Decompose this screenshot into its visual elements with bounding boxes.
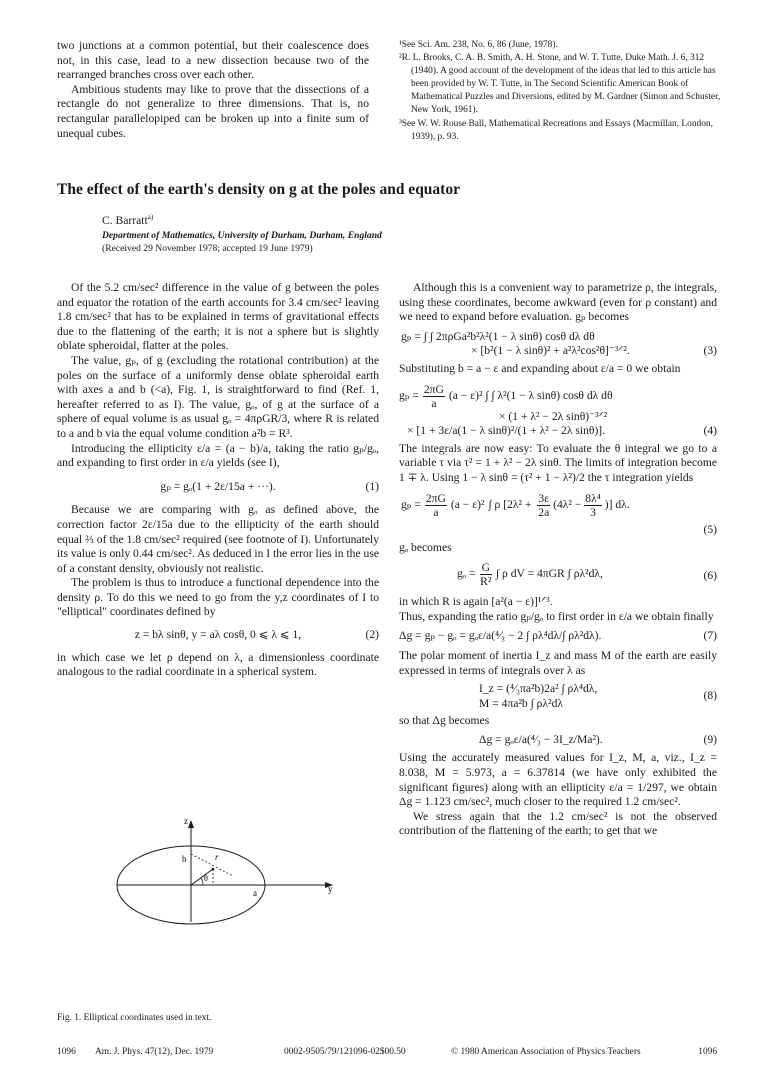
equation-2-body: z = bλ sinθ, y = aλ cosθ, 0 ⩽ λ ⩽ 1, (134, 628, 302, 642)
top-paragraph-1: two junctions at a common potential, but their coalescence does not, in this case, lead to a new dissection because two of the rearranged branches cross over each other. (57, 39, 369, 82)
equation-5-frac2-den: 2a (538, 505, 550, 519)
left-paragraph-4: Because we are comparing with gₒ as defined above, the correction factor 2ε/15a due to the ellipticity of the earth should equal ⅔ of the 1.8 cm/sec² required (see footnote of I). Unfortunately its value is only 0.44 cm/sec². As deduced in I the error lies in the use of a constant density, obviously not realistic. (57, 503, 379, 575)
equation-4 (399, 383, 717, 439)
footnote-1: ¹See Sci. Am. 238, No. 6, 86 (June, 1978). (399, 40, 558, 50)
equation-8-number: (8) (703, 689, 717, 703)
equation-1-number: (1) (365, 479, 379, 493)
equation-7 (399, 629, 717, 644)
figure-label-b: b (182, 854, 187, 864)
equation-4-line-3: × [1 + 3ε/a(1 − λ sinθ)²/(1 + λ² − 2λ sinθ)]. (407, 424, 606, 438)
right-paragraph-6: The polar moment of inertia I_z and mass M of the earth are easily expressed in terms of integrals over λ as (399, 648, 717, 677)
footer-page-right: 1096 (698, 1047, 717, 1057)
right-paragraph-9: We stress again that the 1.2 cm/sec² is not the observed contribution of the flattening of the earth; to get that we (399, 809, 717, 838)
right-paragraph-5b: Thus, expanding the ratio gₚ/gₒ to first order in ε/a we obtain finally (399, 609, 714, 623)
footer-copyright: © 1980 American Association of Physics Teachers (451, 1047, 641, 1057)
footer-code: 0002-9505/79/121096-02$00.50 (284, 1047, 406, 1057)
top-left-text (57, 39, 369, 141)
footer-page-left: 1096 (57, 1047, 76, 1057)
equation-6-number: (6) (703, 569, 717, 583)
equation-5-mid2: (4λ² − (553, 497, 582, 511)
right-paragraph-3: The integrals are now easy: To evaluate the θ integral we go to a variable τ via τ² = 1 + λ² − 2λ sinθ. The limits of integration become 1 ∓ λ. Using 1 − λ sinθ = (τ² + 1 − λ²)/2 the τ integration yields (399, 441, 717, 484)
equation-5-frac2-num: 3ε (538, 491, 550, 505)
equation-4-line-2: × (1 + λ² − 2λ sinθ)⁻³ᐟ² (499, 409, 608, 423)
equation-5-frac-num: 2πG (425, 491, 446, 505)
footer-journal: Am. J. Phys. 47(12), Dec. 1979 (95, 1047, 214, 1057)
received-dates: (Received 29 November 1978; accepted 19 June 1979) (102, 243, 313, 254)
equation-7-number: (7) (703, 629, 717, 643)
right-column (399, 281, 717, 839)
author (102, 213, 153, 227)
figure-label-theta: θ (204, 874, 208, 883)
equation-5-number: (5) (703, 522, 717, 536)
dashed-diagonal (191, 854, 233, 876)
equation-7-body: Δg = gₚ − gₒ = gₒε/a(⁴⁄₃ − 2 ∫ ρλ⁴dλ/∫ ρλ²dλ). (399, 629, 602, 643)
equation-9-number: (9) (703, 732, 717, 746)
figure-label-a: a (253, 888, 257, 898)
equation-2-number: (2) (365, 628, 379, 642)
equation-3 (399, 330, 717, 359)
equation-6 (399, 561, 717, 591)
right-paragraph-7: so that Δg becomes (399, 714, 490, 728)
z-axis-arrow (188, 820, 194, 828)
equation-8-line-1: I_z = (⁴⁄₃πa²b)2a² ∫ ρλ⁴dλ, (479, 682, 598, 696)
figure-label-r: r (215, 852, 219, 862)
equation-6-lhs: gₒ = (457, 567, 476, 581)
equation-6-frac-den: R² (480, 575, 492, 589)
equation-5-end: )] dλ. (604, 497, 630, 511)
equation-8 (399, 682, 717, 711)
right-paragraph-4: gₒ becomes (399, 540, 452, 554)
author-mark: a) (147, 213, 154, 221)
left-paragraph-2: The value, gₚ, of g (excluding the rotational contribution) at the poles on the surface of a uniformly dense oblate spheroidal earth with axes a and b (<a), Fig. 1, is straightforward to find (Ref. 1, hereafter referred to as I). The value, gₒ, of g at the surface of a sphere of equal volume is as usual gₒ = 4πρGR/3, where R is related to a and b via the equal volume condition a²b = R³. (57, 353, 379, 440)
article-title: The effect of the earth's density on g at the poles and equator (57, 181, 460, 198)
right-paragraph-1: Although this is a convenient way to parametrize ρ, the integrals, using these coordinates, become awkward (even for ρ constant) and we need to expand before evaluation. gₚ becomes (399, 281, 717, 324)
equation-4-line-1: (a − ε)² ∫ ∫ λ²(1 − λ sinθ) cosθ dλ dθ (448, 388, 613, 402)
equation-9 (399, 733, 717, 748)
equation-5-mid: (a − ε)² (450, 497, 485, 511)
right-paragraph-8: Using the accurately measured values for I_z, M, a, viz., I_z = 8.038, M = 5.973, a = 6.37814 (we have only exhibited the significant figures) along with an ellipticity ε/a = 1/297, we obtain Δg = 1.123 cm/sec², much closer to the required 1.2 cm/sec². (399, 751, 717, 809)
figure-1 (57, 810, 357, 930)
right-paragraph-2: Substituting b = a − ε and expanding about ε/a = 0 we obtain (399, 361, 681, 375)
author-name: C. Barratt (102, 213, 148, 227)
equation-5-frac3-den: 3 (590, 505, 596, 519)
left-paragraph-6: in which case we let ρ depend on λ, a dimensionless coordinate analogous to the radial coordinate in a spherical system. (57, 650, 379, 679)
equation-1-body: gₚ = gₒ(1 + 2ε/15a + ···). (160, 479, 276, 493)
equation-3-line-2: × [b²(1 − λ sinθ)² + a²λ²cos²θ]⁻³ᐟ². (471, 344, 630, 358)
equation-4-frac-den: a (431, 396, 437, 410)
equation-9-body: Δg = gₒε/a(⁴⁄₃ − 3I_z/Ma²). (479, 732, 603, 746)
equation-2 (57, 628, 379, 643)
equation-5-lhs: gₚ = (401, 497, 421, 511)
equation-5-integral: ∫ ρ [2λ² + (488, 497, 532, 511)
figure-caption: Fig. 1. Elliptical coordinates used in text. (57, 1013, 212, 1023)
equation-5-frac-den: a (433, 505, 439, 519)
equation-5 (399, 492, 717, 538)
figure-label-z: z (184, 816, 188, 826)
figure-label-y: y (328, 884, 333, 894)
left-paragraph-5: The problem is thus to introduce a functional dependence into the density ρ. To do this we need to go from the y,z coordinates of I to "elliptical" coordinates defined by (57, 576, 379, 619)
equation-4-fraction (423, 383, 445, 410)
equation-5-frac3-num: 8λ⁴ (585, 491, 601, 505)
footnotes (399, 39, 721, 144)
left-column (57, 281, 379, 680)
equation-1 (57, 480, 379, 495)
left-paragraph-3: Introducing the ellipticity ε/a = (a − b)/a, taking the ratio gₚ/gₒ, and expanding to first order in ε/a yields (see I), (57, 441, 379, 470)
equation-4-frac-num: 2πG (423, 382, 444, 396)
equation-6-rest: ∫ ρ dV = 4πGR ∫ ρλ²dλ, (495, 567, 603, 581)
equation-4-lhs: gₚ = (399, 388, 419, 402)
right-paragraph-5a: in which R is again [a²(a − ε)]¹ᐟ³. (399, 595, 553, 609)
equation-4-number: (4) (703, 424, 717, 438)
equation-6-frac-num: G (481, 561, 490, 575)
left-paragraph-1: Of the 5.2 cm/sec² difference in the value of g between the poles and equator the rotation of the earth accounts for 3.4 cm/sec² leaving 1.8 cm/sec² that has to be explained in terms of gravitational effects due to the flattening of the earth; it is not a sphere but is slightly oblate spheroidal, flatter at the poles. (57, 281, 379, 353)
equation-3-line-1: gₚ = ∫ ∫ 2πρGa²b²λ²(1 − λ sinθ) cosθ dλ dθ (401, 329, 595, 343)
radius-line (191, 869, 213, 885)
equation-3-number: (3) (703, 344, 717, 358)
footnote-2: ²R. L. Brooks, C. A. B. Smith, A. H. Stone, and W. T. Tutte, Duke Math. J. 6, 312 (1940). A good account of the development of the ideas that led to this article has been provided by W. T. Tutte, in The Second Scientific American Book of Mathematical Puzzles and Diversions, edited by M. Gardner (Simon and Schuster, New York, 1961). (399, 53, 721, 116)
point-marker (212, 868, 215, 871)
equation-8-line-2: M = 4πa²b ∫ ρλ²dλ (479, 696, 563, 710)
top-paragraph-2: Ambitious students may like to prove that the dissections of a rectangle do not generalize to three dimensions. That is, no rectangular parallelopiped can be broken up into a finite sum of unequal cubes. (57, 82, 369, 140)
footnote-3: ³See W. W. Rouse Ball, Mathematical Recreations and Essays (Macmillan, London, 1939), p. 93. (399, 118, 713, 142)
theta-arc (201, 878, 203, 885)
affiliation: Department of Mathematics, University of Durham, Durham, England (102, 230, 382, 241)
